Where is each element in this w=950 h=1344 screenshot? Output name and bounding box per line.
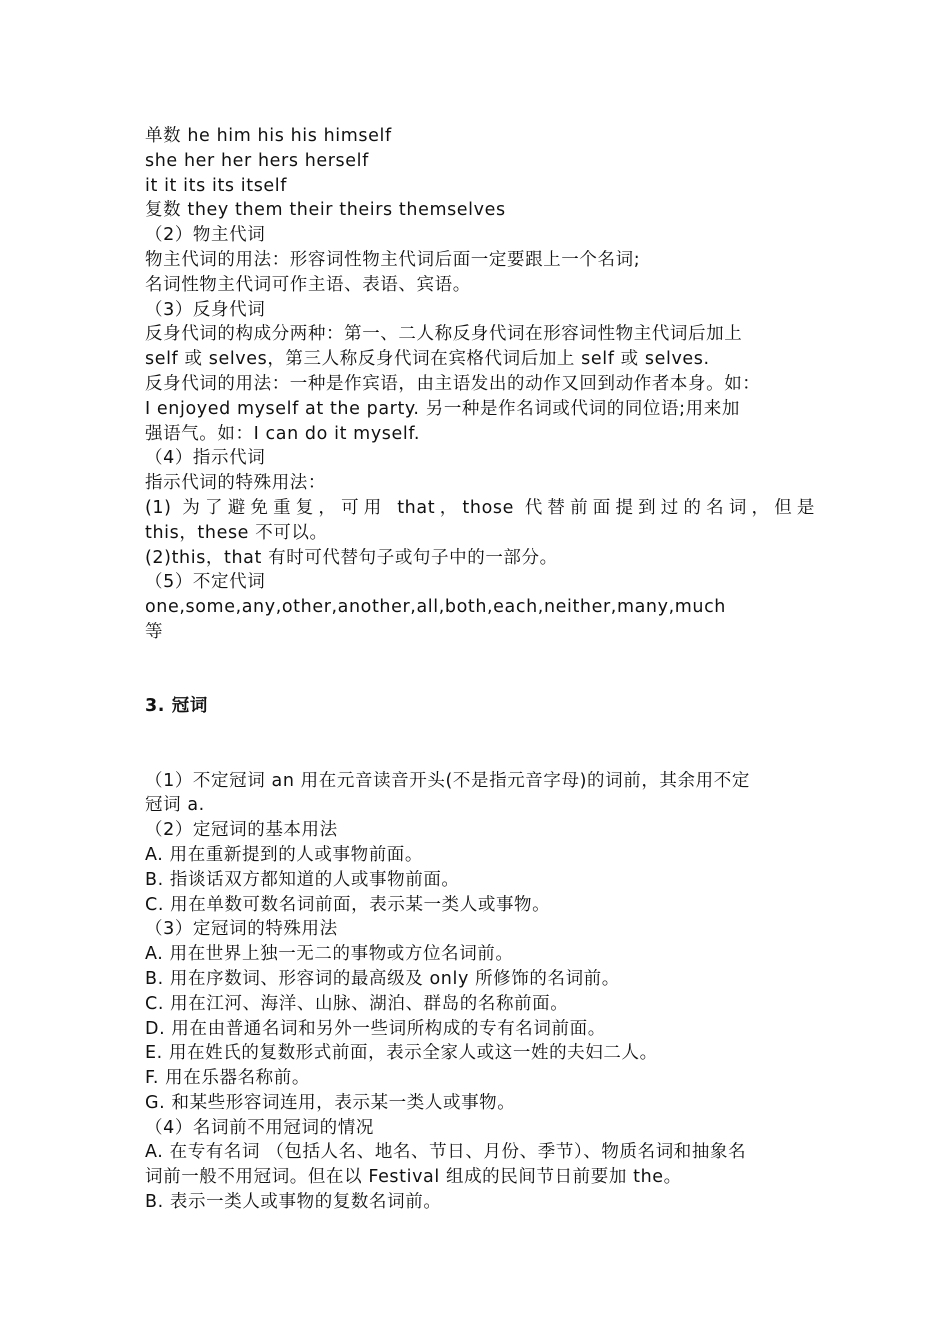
article-section bbox=[145, 769, 815, 1215]
list-item: F. 用在乐器名称前。 bbox=[145, 1068, 310, 1089]
text-line: this，these 不可以。 bbox=[145, 522, 328, 543]
list-item: A. 在专有名词 （包括人名、地名、节日、月份、季节）、物质名词和抽象名 bbox=[145, 1142, 747, 1163]
text-line: 强语气。如：I can do it myself. bbox=[145, 423, 420, 444]
list-item: B. 用在序数词、形容词的最高级及 only 所修饰的名词前。 bbox=[145, 968, 620, 989]
subheading: （3）定冠词的特殊用法 bbox=[145, 919, 338, 940]
list-item: A. 用在世界上独一无二的事物或方位名词前。 bbox=[145, 944, 514, 965]
text-line: 反身代词的用法：一种是作宾语，由主语发出的动作又回到动作者本身。如： bbox=[145, 373, 761, 394]
list-item: C. 用在江河、海洋、山脉、湖泊、群岛的名称前面。 bbox=[145, 993, 569, 1014]
text-line: 反身代词的构成分两种：第一、二人称反身代词在形容词性物主代词后加上 bbox=[145, 324, 743, 345]
text-line: (2)this，that 有时可代替句子或句子中的一部分。 bbox=[145, 547, 558, 568]
list-item: 词前一般不用冠词。但在以 Festival 组成的民间节日前要加 the。 bbox=[145, 1167, 682, 1188]
list-item: B. 指谈话双方都知道的人或事物前面。 bbox=[145, 869, 460, 890]
pronoun-section bbox=[145, 124, 815, 645]
list-item: C. 用在单数可数名词前面，表示某一类人或事物。 bbox=[145, 894, 551, 915]
text-line: 指示代词的特殊用法： bbox=[145, 473, 326, 494]
text-line: it it its its itself bbox=[145, 175, 288, 196]
text-line: （1）不定冠词 an 用在元音读音开头(不是指元音字母)的词前，其余用不定 bbox=[145, 770, 750, 791]
subheading: （4）名词前不用冠词的情况 bbox=[145, 1117, 374, 1138]
text-line: one,some,any,other,another,all,both,each,neither,many,much bbox=[145, 597, 726, 618]
text-line: I enjoyed myself at the party. 另一种是作名词或代词的同位语;用来加 bbox=[145, 398, 740, 419]
subheading: （4）指示代词 bbox=[145, 448, 266, 469]
section-heading: 3. 冠词 bbox=[145, 695, 208, 716]
list-item: G. 和某些形容词连用，表示某一类人或事物。 bbox=[145, 1092, 516, 1113]
document-page bbox=[145, 124, 815, 1215]
text-line: she her her hers herself bbox=[145, 150, 369, 171]
subheading: （2）物主代词 bbox=[145, 225, 266, 246]
list-item: B. 表示一类人或事物的复数名词前。 bbox=[145, 1192, 442, 1213]
text-line: 冠词 a. bbox=[145, 795, 205, 816]
text-line: 名词性物主代词可作主语、表语、宾语。 bbox=[145, 274, 471, 295]
subheading: （2）定冠词的基本用法 bbox=[145, 820, 338, 841]
text-line: (1) 为了避免重复，可用 that，those 代替前面提到过的名词，但是 bbox=[145, 497, 815, 518]
list-item: A. 用在重新提到的人或事物前面。 bbox=[145, 844, 423, 865]
text-line: 等 bbox=[145, 621, 164, 642]
text-line: self 或 selves，第三人称反身代词在宾格代词后加上 self 或 selves. bbox=[145, 349, 710, 370]
list-item: D. 用在由普通名词和另外一些词所构成的专有名词前面。 bbox=[145, 1018, 606, 1039]
text-line: 物主代词的用法：形容词性物主代词后面一定要跟上一个名词; bbox=[145, 249, 641, 270]
subheading: （5）不定代词 bbox=[145, 572, 266, 593]
text-line: 单数 he him his his himself bbox=[145, 126, 392, 146]
text-line: 复数 they them their theirs themselves bbox=[145, 200, 506, 221]
subheading: （3）反身代词 bbox=[145, 299, 266, 320]
list-item: E. 用在姓氏的复数形式前面，表示全家人或这一姓的夫妇二人。 bbox=[145, 1043, 658, 1064]
